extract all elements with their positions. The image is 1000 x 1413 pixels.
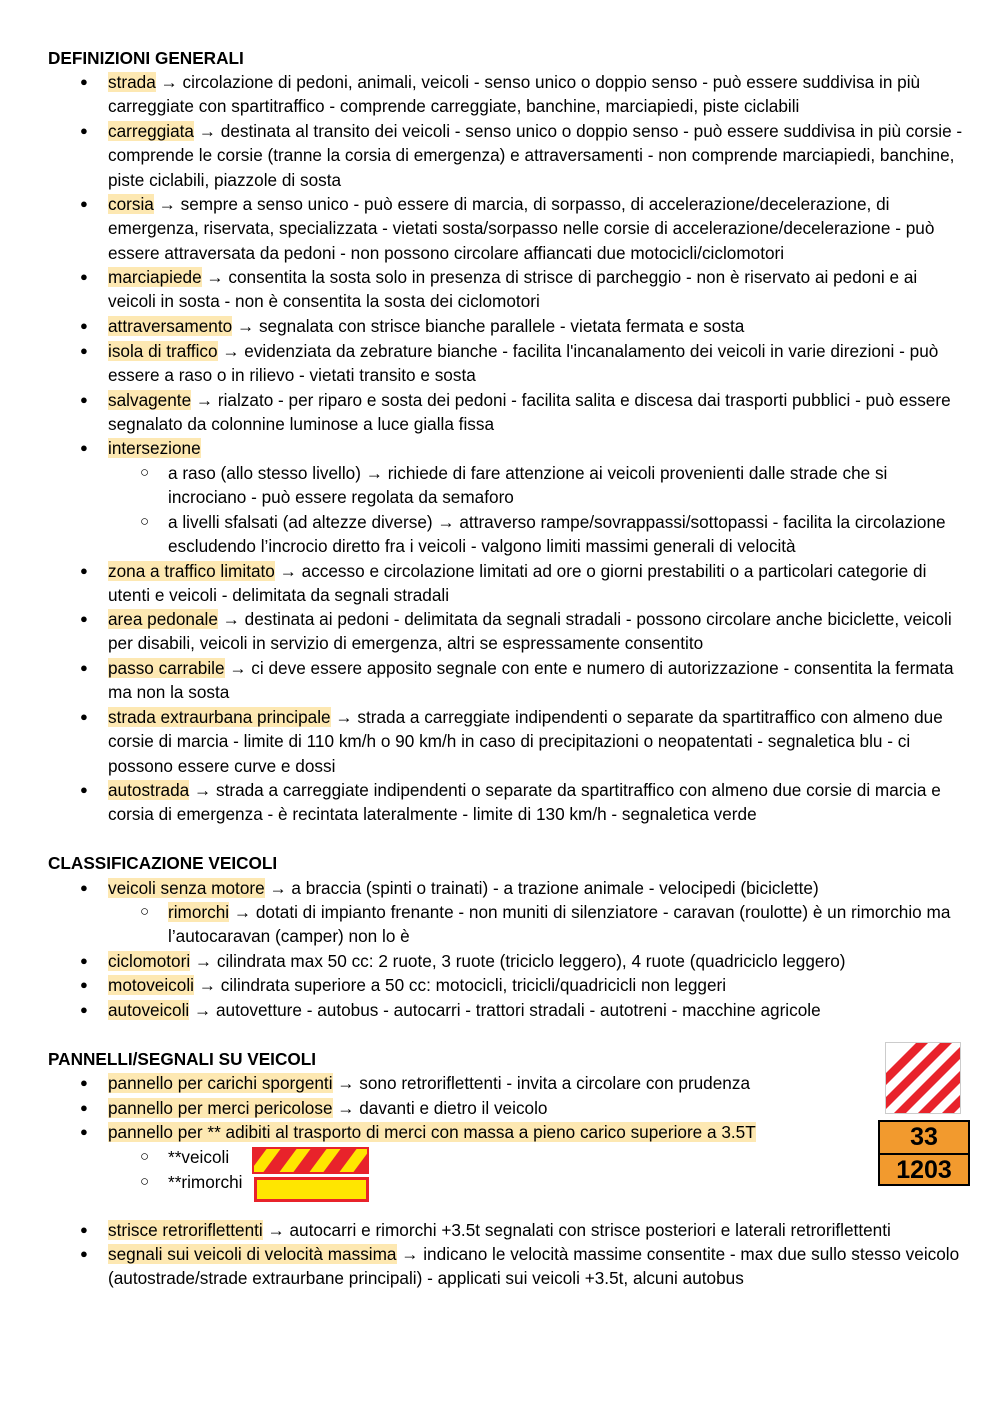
- vehicle-panel-striped-icon: [252, 1147, 369, 1174]
- definition: → rialzato - per riparo e sosta dei pedoni - facilita salita e discesa dai trasporti pubblici - può essere segnalato da colonnine luminose a luce gialla fissa: [108, 390, 951, 435]
- bullet: ●: [80, 1246, 88, 1261]
- term: corsia: [108, 194, 154, 214]
- hazard-plate: [878, 1120, 970, 1186]
- un-number: 1203: [896, 1156, 952, 1184]
- sub-bullet: ○: [140, 1148, 150, 1165]
- bullet: ●: [80, 1222, 88, 1237]
- bullet: ●: [80, 318, 88, 333]
- list-item: [108, 998, 968, 1022]
- bullet: ●: [80, 880, 88, 895]
- bullet: ●: [80, 953, 88, 968]
- term: strisce retroriflettenti: [108, 1220, 263, 1240]
- term: area pedonale: [108, 609, 218, 629]
- bullet: ●: [80, 196, 88, 211]
- list-item: [108, 388, 968, 437]
- definition: → autocarri e rimorchi +3.5t segnalati con strisce posteriori e laterali retroriflettenti: [262, 1220, 891, 1240]
- section-title-classificazione: CLASSIFICAZIONE VEICOLI: [48, 853, 278, 873]
- definition: → segnalata con strisce bianche parallele - vietata fermata e sosta: [232, 316, 745, 336]
- bullet: ●: [80, 660, 88, 675]
- definition: → strada a carreggiate indipendenti o separate da spartitraffico con almeno due corsie di marcia - limite di 110 km/h o 90 km/h in caso di precipitazioni o neopatentati - segnaletica blu - ci possono essere curve e dossi: [108, 707, 943, 776]
- definition: → davanti e dietro il veicolo: [332, 1098, 548, 1118]
- bullet: ●: [80, 563, 88, 578]
- list-item: [108, 949, 968, 973]
- term: rimorchi: [168, 902, 230, 922]
- list-item: [108, 705, 968, 778]
- bullet: ●: [80, 977, 88, 992]
- list-item: [108, 1120, 848, 1144]
- definition: → sempre a senso unico - può essere di marcia, di sorpasso, di accelerazione/decelerazione, di emergenza, riservata, specializzata - vietati sosta/sorpasso nelle corsie di accelerazione/decelerazione - può essere attraversata da pedoni - non possono circolare affiancati due motocicli/ciclomotori: [108, 194, 935, 263]
- sub-list-item: [168, 900, 968, 949]
- list-item: [108, 314, 968, 338]
- definition: → indicano le velocità massime consentite - max due sullo stesso veicolo (autostrade/strade extraurbane principali) - applicati sui veicoli +3.5t, alcuni autobus: [108, 1244, 960, 1289]
- list-item: [108, 70, 968, 119]
- term: carreggiata: [108, 121, 194, 141]
- term: strada extraurbana principale: [108, 707, 331, 727]
- term: strada: [108, 72, 156, 92]
- section-title-definizioni: DEFINIZIONI GENERALI: [48, 48, 244, 68]
- sub-list-item: a raso (allo stesso livello) → richiede di fare attenzione ai veicoli provenienti dalle strade che si incrociano - può essere regolata da semaforo: [168, 463, 888, 508]
- list-item: [108, 265, 968, 314]
- definition: → cilindrata superiore a 50 cc: motocicli, tricicli/quadricicli non leggeri: [193, 975, 727, 995]
- list-item: [108, 559, 968, 608]
- list-item: [108, 119, 968, 192]
- bullet: ●: [80, 440, 88, 455]
- bullet: ●: [80, 709, 88, 724]
- definition: → circolazione di pedoni, animali, veicoli - senso unico o doppio senso - può essere suddivisa in più carreggiate con spartitraffico - comprende carreggiate, banchine, marciapiedi, piste ciclabili: [108, 72, 921, 117]
- definition: → cilindrata max 50 cc: 2 ruote, 3 ruote (triciclo leggero), 4 ruote (quadriciclo leggero): [190, 951, 846, 971]
- definition: → destinata al transito dei veicoli - senso unico o doppio senso - può essere suddivisa in più corsie - comprende le corsie (tranne la corsia di emergenza) e attraversamenti - non comprende marciapiedi, banchine, piste ciclabili, piazzole di sosta: [108, 121, 963, 190]
- bullet: ●: [80, 269, 88, 284]
- term: motoveicoli: [108, 975, 194, 995]
- definition: → evidenziata da zebrature bianche - facilita l'incanalamento dei veicoli in varie direzioni - può essere a raso o in rilievo - vietati transito e sosta: [108, 341, 939, 386]
- definition: → consentita la sosta solo in presenza di strisce di parcheggio - non è riservato ai pedoni e ai veicoli in sosta - non è consentita la sosta dei ciclomotori: [108, 267, 918, 312]
- term: pannello per carichi sporgenti: [108, 1073, 333, 1093]
- term: autoveicoli: [108, 1000, 190, 1020]
- definition: → ci deve essere apposito segnale con ente e numero di autorizzazione - consentita la fermata ma non la sosta: [108, 658, 954, 703]
- term: pannello per ** adibiti al trasporto di merci con massa a pieno carico superiore a 3.5T: [108, 1122, 756, 1142]
- term: ciclomotori: [108, 951, 191, 971]
- term: marciapiede: [108, 267, 202, 287]
- term: autostrada: [108, 780, 190, 800]
- term: intersezione: [108, 438, 201, 458]
- definition: → a braccia (spinti o trainati) - a trazione animale - velocipedi (biciclette): [264, 878, 819, 898]
- list-item: [108, 1242, 968, 1291]
- sub-bullet: ○: [140, 903, 150, 920]
- list-item: [108, 1096, 848, 1120]
- trailer-panel-icon: [254, 1177, 369, 1202]
- definition: → autovetture - autobus - autocarri - trattori stradali - autotreni - macchine agricole: [189, 1000, 821, 1020]
- term: salvagente: [108, 390, 192, 410]
- bullet: ●: [80, 1124, 88, 1139]
- section-title-pannelli: PANNELLI/SEGNALI SU VEICOLI: [48, 1049, 317, 1069]
- bullet: ●: [80, 1002, 88, 1017]
- term: veicoli senza motore: [108, 878, 265, 898]
- definition: → dotati di impianto frenante - non muniti di silenziatore - caravan (roulotte) è un rimorchio ma l’autocaravan (camper) non lo è: [168, 902, 951, 947]
- bullet: ●: [80, 392, 88, 407]
- list-item: [108, 607, 968, 656]
- hazard-number: 33: [880, 1122, 968, 1155]
- sub-list-item: a livelli sfalsati (ad altezze diverse) → attraverso rampe/sovrappassi/sottopassi - facilita la circolazione escludendo l’incrocio diretto fra i veicoli - valgono limiti massimi generali di velocità: [168, 512, 946, 557]
- sub-bullet: ○: [140, 513, 150, 530]
- term: isola di traffico: [108, 341, 218, 361]
- bullet: ●: [80, 611, 88, 626]
- list-item: [108, 1218, 968, 1242]
- list-item: [108, 1071, 848, 1095]
- list-item: [108, 876, 968, 900]
- sub-bullet: ○: [140, 464, 150, 481]
- definition: → strada a carreggiate indipendenti o separate da spartitraffico con almeno due corsie di marcia e corsia di emergenza - è recintata lateralmente - limite di 130 km/h - segnaletica verde: [108, 780, 941, 825]
- bullet: ●: [80, 1075, 88, 1090]
- term: passo carrabile: [108, 658, 225, 678]
- list-item: [108, 436, 968, 460]
- definition: → destinata ai pedoni - delimitata da segnali stradali - possono circolare anche biciclette, veicoli per disabili, veicoli in servizio di emergenza, altri se espressamente consentito: [108, 609, 952, 654]
- term: zona a traffico limitato: [108, 561, 275, 581]
- bullet: ●: [80, 782, 88, 797]
- bullet: ●: [80, 74, 88, 89]
- term: attraversamento: [108, 316, 233, 336]
- bullet: ●: [80, 123, 88, 138]
- list-item: [108, 778, 968, 827]
- list-item: [108, 192, 968, 265]
- overhanging-load-panel-icon: [885, 1042, 961, 1114]
- bullet: ●: [80, 1100, 88, 1115]
- definition: → sono retroriflettenti - invita a circolare con prudenza: [332, 1073, 750, 1093]
- list-item: [108, 973, 968, 997]
- sub-list-item: **veicoli: [168, 1147, 230, 1167]
- definition: → accesso e circolazione limitati ad ore o giorni prestabiliti o a particolari categorie di utenti e veicoli - delimitata da segnali stradali: [108, 561, 927, 606]
- sub-list-item: **rimorchi: [168, 1172, 243, 1192]
- sub-bullet: ○: [140, 1173, 150, 1190]
- list-item: [108, 339, 968, 388]
- term: segnali sui veicoli di velocità massima: [108, 1244, 397, 1264]
- list-item: [108, 656, 968, 705]
- term: pannello per merci pericolose: [108, 1098, 333, 1118]
- bullet: ●: [80, 343, 88, 358]
